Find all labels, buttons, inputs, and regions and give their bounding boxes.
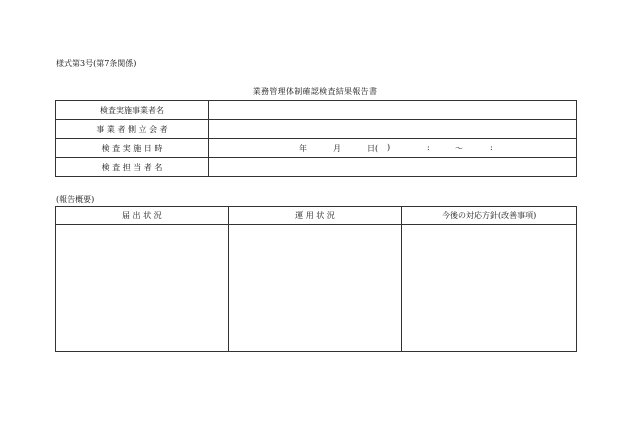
- report-overview-table: [55, 206, 577, 352]
- inspected-business-label: 検査実施事業者名: [56, 101, 209, 120]
- column-header-operation-status: 運 用 状 況: [228, 207, 402, 225]
- time-colon-start: :: [427, 143, 430, 152]
- operation-status-cell[interactable]: [228, 225, 402, 352]
- column-header-notification-status: 届 出 状 況: [56, 207, 229, 225]
- business-attendee-label: 事 業 者 側 立 会 者: [56, 120, 209, 139]
- time-colon-end: :: [490, 143, 493, 152]
- time-range-tilde: 〜: [455, 144, 463, 153]
- inspector-name-label: 検 査 担 当 者 名: [56, 158, 209, 177]
- inspection-datetime-label: 検 査 実 施 日 時: [56, 139, 209, 158]
- month-marker: 月: [333, 144, 341, 153]
- day-marker: 日(: [367, 144, 379, 153]
- future-policy-cell[interactable]: [402, 225, 577, 352]
- inspector-name-value[interactable]: [209, 158, 577, 177]
- table-row: [56, 225, 577, 352]
- table-row: [56, 101, 577, 120]
- inspected-business-value[interactable]: [209, 101, 577, 120]
- table-header-row: [56, 207, 577, 225]
- overview-label: (報告概要): [56, 195, 95, 204]
- year-marker: 年: [299, 144, 307, 153]
- form-number: 様式第3号(第7条関係): [56, 59, 137, 68]
- document-title: 業務管理体制確認検査結果報告書: [252, 87, 378, 96]
- paren-close: ): [387, 143, 391, 152]
- inspection-info-table: [55, 100, 577, 177]
- table-row: [56, 139, 577, 158]
- business-attendee-value[interactable]: [209, 120, 577, 139]
- column-header-future-policy: 今後の対応方針(改善事項): [402, 207, 577, 225]
- table-row: [56, 158, 577, 177]
- table-row: [56, 120, 577, 139]
- notification-status-cell[interactable]: [56, 225, 229, 352]
- inspection-datetime-value[interactable]: [209, 139, 577, 158]
